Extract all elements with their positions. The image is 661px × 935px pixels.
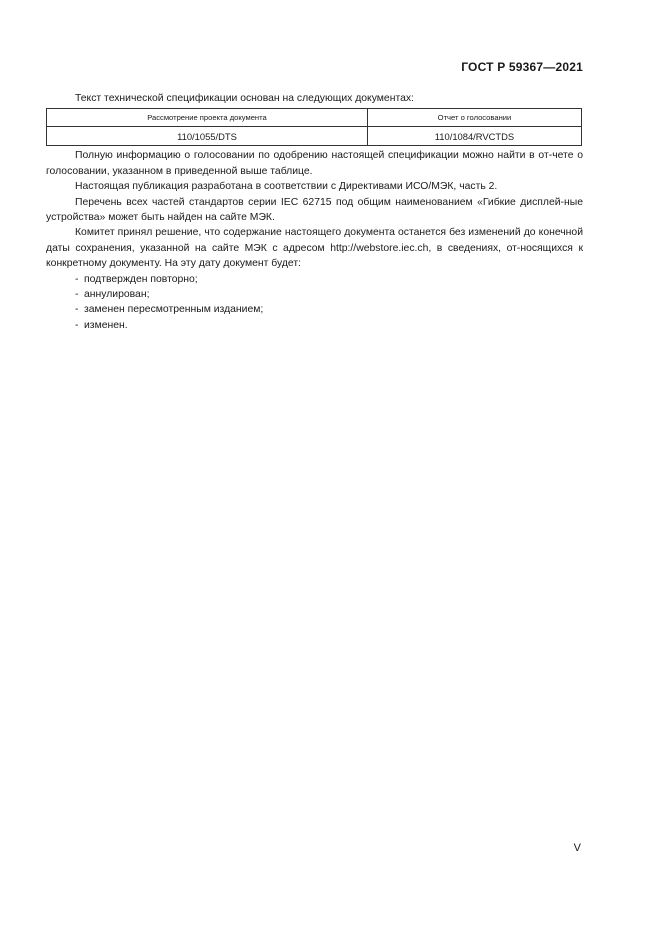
table-header-report: Отчет о голосовании (367, 109, 581, 127)
table-row (47, 127, 582, 146)
list-dash: - (75, 289, 79, 301)
documents-table (46, 108, 582, 146)
list-dash: - (75, 319, 79, 331)
page-number: V (573, 842, 581, 854)
voting-paragraph: Полную информацию о голосовании по одобрению настоящей спецификации можно найти в от-чете о голосовании, указанном в приведенной выше таблице. (46, 150, 583, 177)
outcome-list (46, 272, 583, 334)
intro-paragraph: Текст технической спецификации основан на следующих документах: (75, 93, 414, 104)
document-code: ГОСТ Р 59367—2021 (461, 60, 583, 74)
list-item (46, 318, 583, 333)
list-item (46, 287, 583, 302)
table-cell-report: 110/1084/RVCTDS (367, 127, 581, 146)
list-item (46, 272, 583, 287)
list-item-text: изменен. (84, 319, 128, 331)
list-dash: - (75, 273, 79, 285)
table-header-row (47, 109, 582, 127)
list-item-text: заменен пересмотренным изданием; (84, 304, 264, 316)
directives-paragraph: Настоящая публикация разработана в соответствии с Директивами ИСО/МЭК, часть 2. (75, 181, 498, 193)
series-paragraph: Перечень всех частей стандартов серии IEC 62715 под общим наименованием «Гибкие дисплей-ные устройства» может быть найден на сайте МЭК. (46, 196, 583, 224)
page-content (46, 91, 583, 333)
table-header-draft: Рассмотрение проекта документа (47, 109, 368, 127)
list-dash: - (75, 304, 79, 316)
committee-paragraph: Комитет принял решение, что содержание настоящего документа останется без изменений до конечной даты сохранения, указанной на сайте МЭК с адресом http://webstore.iec.ch, в сведениях, от-носящихся к конкретному документу. На эту дату документ будет: (46, 227, 583, 270)
list-item (46, 302, 583, 317)
table-cell-draft: 110/1055/DTS (47, 127, 368, 146)
list-item-text: подтвержден повторно; (84, 273, 198, 285)
list-item-text: аннулирован; (84, 289, 150, 301)
